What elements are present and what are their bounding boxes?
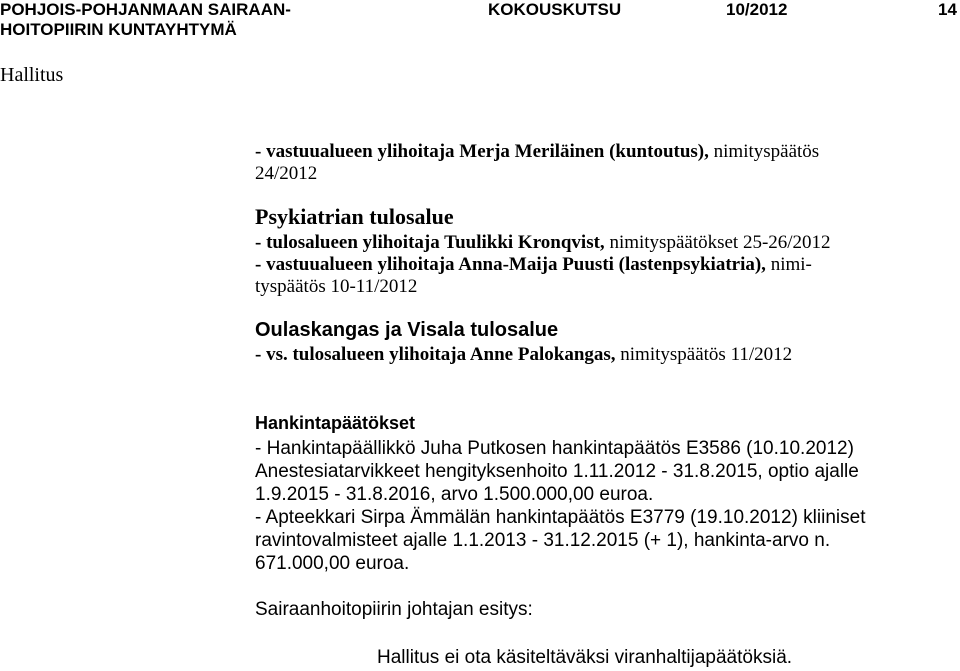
entry-bold: - vastuualueen ylihoitaja Anna-Maija Puusti (lastenpsykiatria), — [255, 254, 766, 275]
section-label: Hallitus — [0, 64, 64, 86]
procurement-line: 671.000,00 euroa. — [255, 553, 410, 574]
procurement-heading: Hankintapäätökset — [255, 413, 416, 433]
entry-bold: - vs. tulosalueen ylihoitaja Anne Palokangas, — [255, 344, 616, 365]
psykiatria-heading: Psykiatrian tulosalue — [255, 204, 454, 229]
document-type: KOKOUSKUTSU — [488, 0, 622, 19]
entry-bold: - tulosalueen ylihoitaja Tuulikki Kronqvist, — [255, 232, 605, 253]
page-number: 14 — [938, 0, 957, 19]
procurement-line: - Hankintapäällikkö Juha Putkosen hankintapäätös E3586 (10.10.2012) — [255, 438, 854, 459]
entry-line — [255, 253, 812, 276]
entry-text: nimityspäätös 11/2012 — [615, 344, 793, 365]
org-line-1: POHJOIS-POHJANMAAN SAIRAAN- — [0, 0, 291, 19]
organization-name — [0, 0, 291, 40]
entry-text: nimityspäätös — [708, 141, 820, 162]
proposal-text: Hallitus ei ota käsiteltäväksi viranhaltijapäätöksiä. — [377, 647, 793, 668]
org-line-2: HOITOPIIRIN KUNTAYHTYMÄ — [0, 20, 237, 39]
entry-bold: - vastuualueen ylihoitaja Merja Meriläinen (kuntoutus), — [255, 141, 709, 162]
proposal-label: Sairaanhoitopiirin johtajan esitys: — [255, 599, 533, 620]
procurement-line: 1.9.2015 - 31.8.2016, arvo 1.500.000,00 euroa. — [255, 484, 654, 505]
entry-line: 24/2012 — [255, 163, 318, 184]
entry-text: nimityspäätökset 25-26/2012 — [604, 232, 831, 253]
document-number: 10/2012 — [726, 0, 788, 19]
entry-line: tyspäätös 10-11/2012 — [255, 276, 418, 297]
entry-line — [255, 140, 819, 163]
oulaskangas-heading: Oulaskangas ja Visala tulosalue — [255, 319, 559, 341]
entry-line — [255, 343, 792, 366]
procurement-line: Anestesiatarvikkeet hengityksenhoito 1.11.2012 - 31.8.2015, optio ajalle — [255, 461, 859, 482]
procurement-line: - Apteekkari Sirpa Ämmälän hankintapäätös E3779 (19.10.2012) kliiniset — [255, 507, 866, 528]
entry-line — [255, 231, 831, 254]
procurement-line: ravintovalmisteet ajalle 1.1.2013 - 31.12.2015 (+ 1), hankinta-arvo n. — [255, 530, 831, 551]
entry-text: nimi- — [765, 254, 812, 275]
page-header — [0, 0, 960, 40]
